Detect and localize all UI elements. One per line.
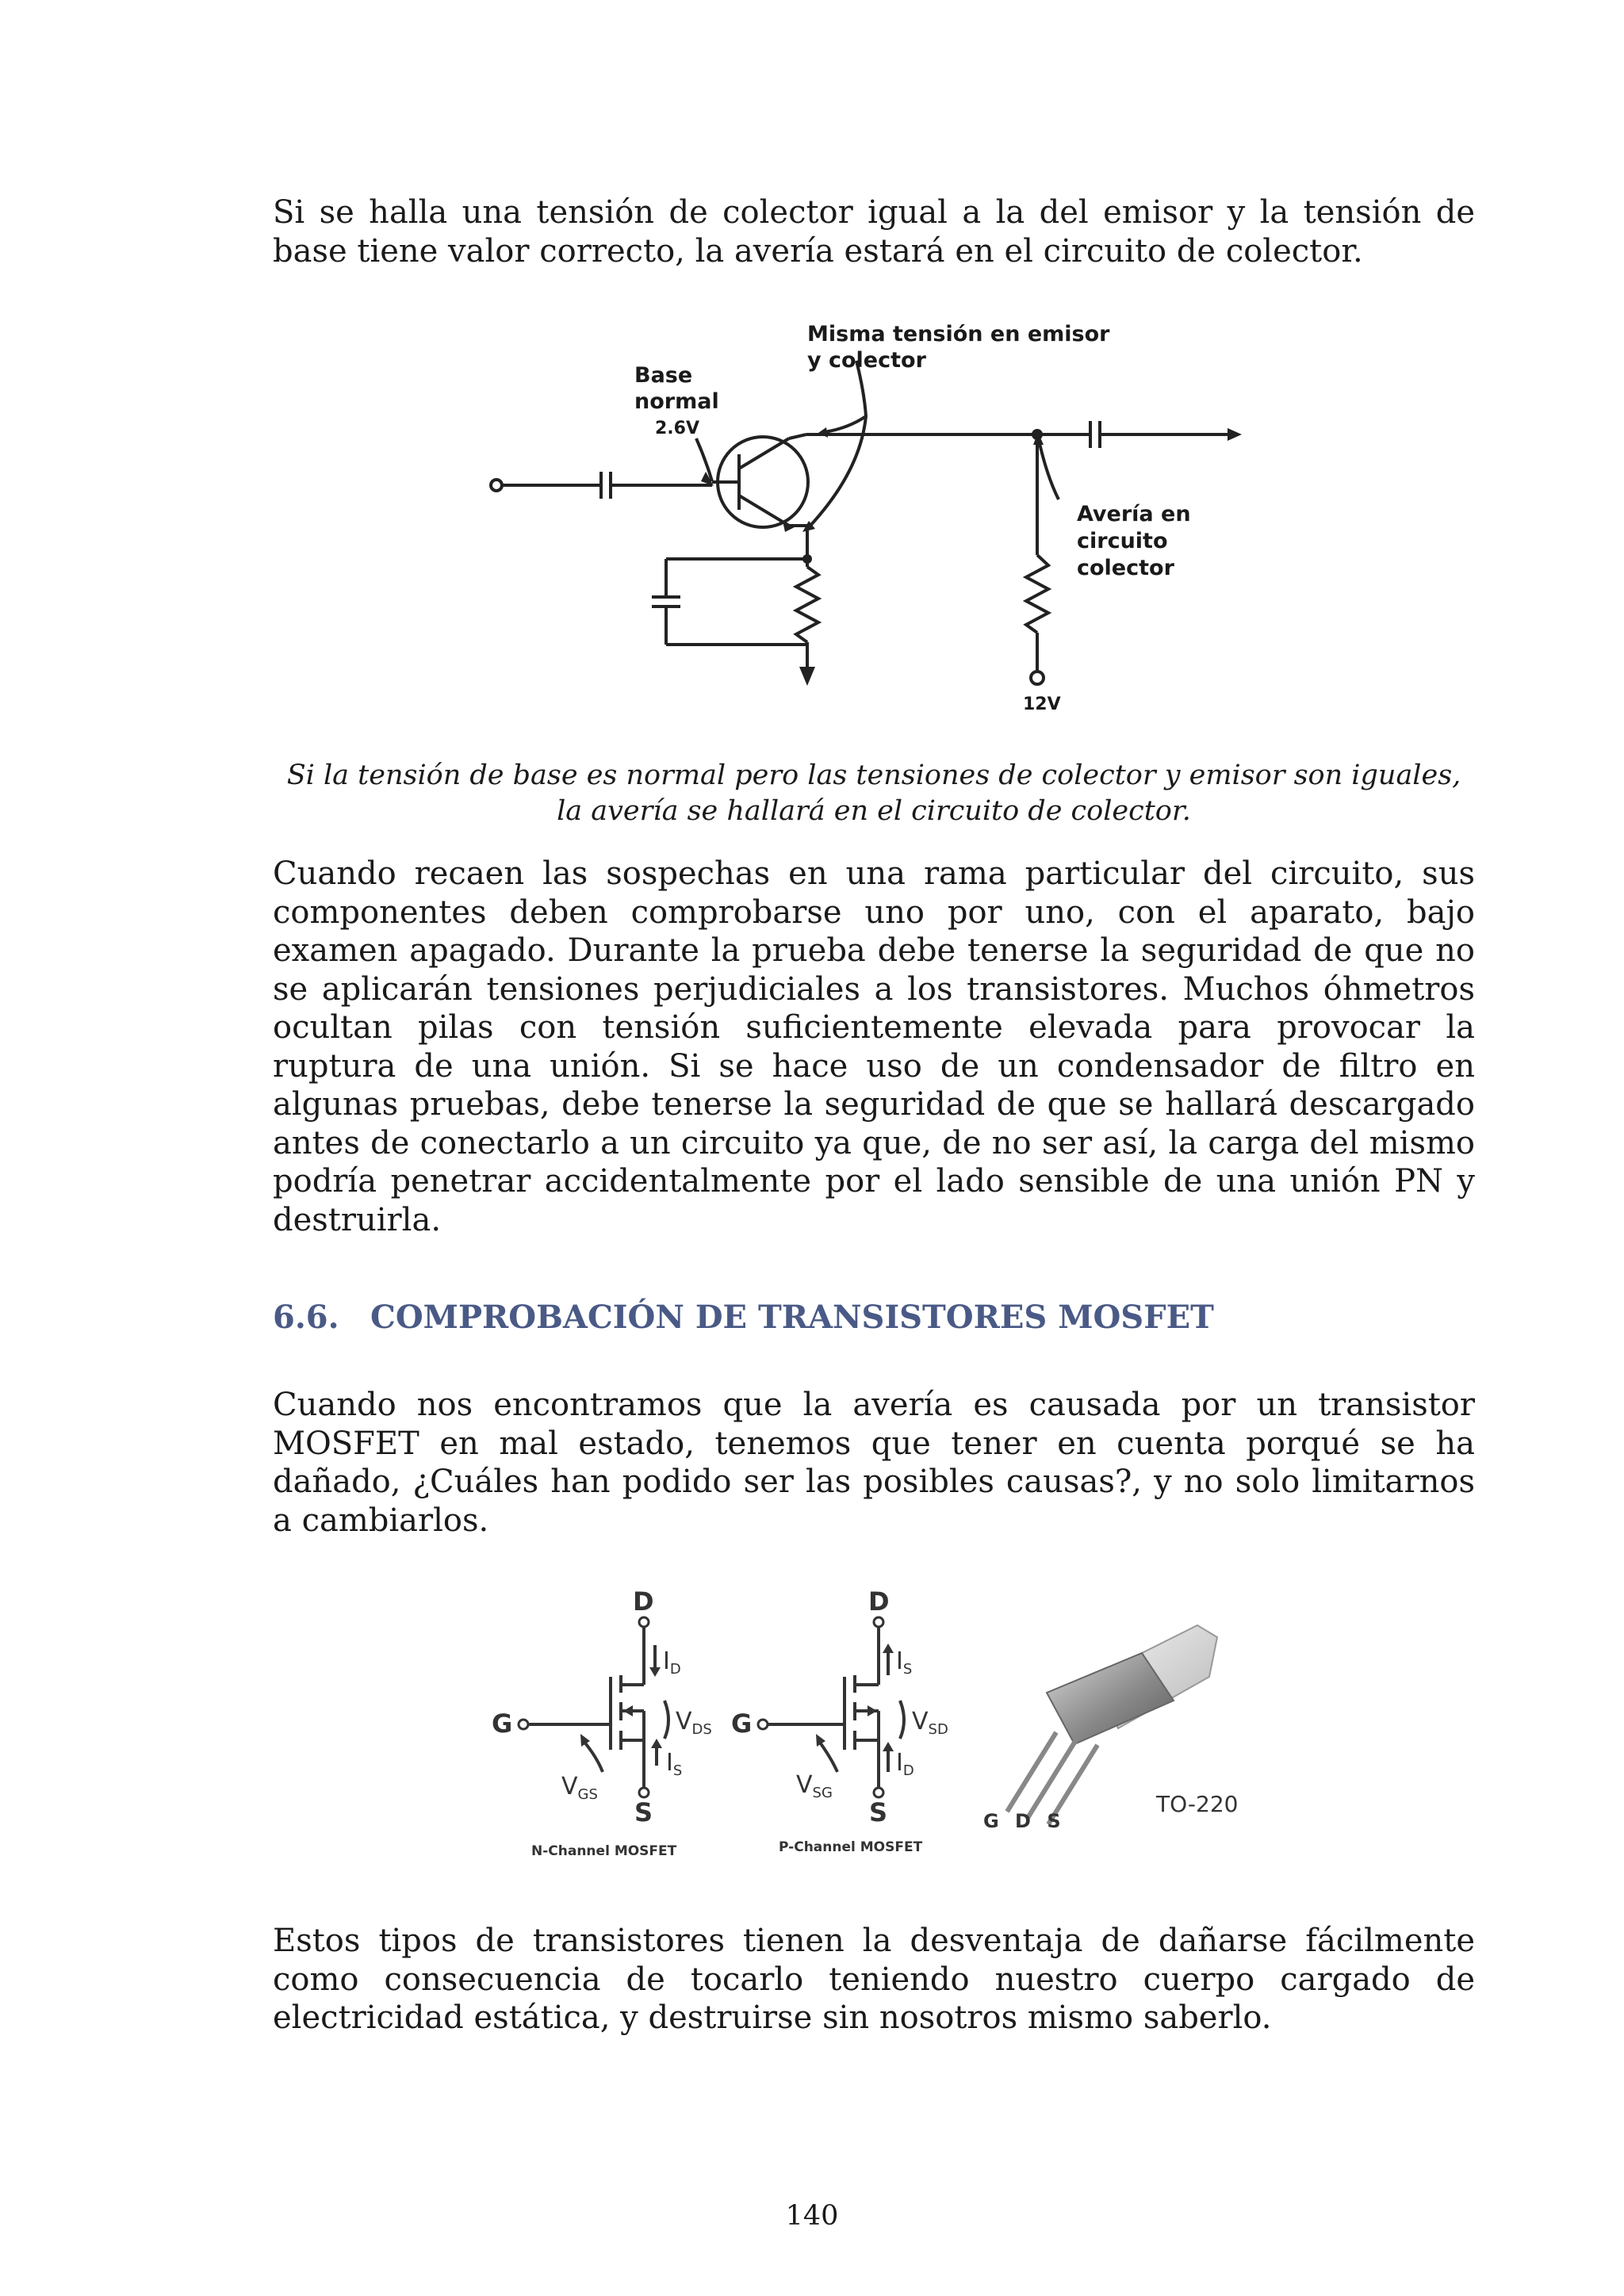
n-label-is: I	[666, 1749, 673, 1777]
paragraph-2: Cuando recaen las sospechas en una rama particular del circuito, sus componentes deben comprobarse uno por uno, con el aparato, bajo examen apagado. Durante la prueba debe tenerse la seguridad de que no se aplicarán tensiones perjudiciales a los transistores. Muchos óhmetros ocultan pilas con tensión suficientemente elevada para provocar la ruptura de una unión. Si se hace uso de un condensador de filtro en algunas pruebas, debe tenerse la seguridad de que se hallará descargado antes de conectarlo a un circuito ya que, de no ser así, la carga del mismo podría penetrar accidentalmente por el lado sensible de una unión PN y destruirla.	[273, 855, 1475, 1238]
n-label-vgs-sub: GS	[577, 1786, 598, 1803]
p-label-vsg: V	[796, 1771, 813, 1799]
svg-text:ID	[663, 1647, 681, 1678]
svg-text:IS	[666, 1749, 682, 1779]
svg-text:VSD	[912, 1708, 948, 1738]
svg-text:VGS	[561, 1773, 598, 1803]
label-misma-tension: Misma tensión en emisor	[807, 322, 1110, 346]
package-name: TO-220	[1156, 1791, 1239, 1817]
svg-text:VDS	[676, 1708, 712, 1738]
label-averia: Avería en	[1077, 502, 1191, 526]
p-label-id: I	[896, 1749, 903, 1777]
section-title: COMPROBACIÓN DE TRANSISTORES MOSFET	[370, 1299, 1214, 1336]
p-label-d: D	[868, 1586, 890, 1617]
label-12v: 12V	[1023, 695, 1061, 714]
paragraph-4: Estos tipos de transistores tienen la desventaja de dañarse fácilmente como consecuencia de tocarlo teniendo nuestro cuerpo cargado de electricidad estática, y destruirse sin nosotros mismo saberlo.	[273, 1923, 1475, 2036]
label-base: Base	[634, 363, 693, 388]
label-circuito: circuito	[1077, 529, 1168, 553]
svg-text:VSG	[796, 1771, 833, 1801]
mosfet-diagram	[492, 1582, 1269, 1875]
p-label-id-sub: D	[902, 1762, 914, 1779]
p-channel-mosfet-symbol	[766, 1625, 904, 1789]
figure-caption-1: Si la tensión de base es normal pero las tensiones de colector y emisor son iguales, la avería se hallará en el circuito de colector.	[286, 760, 1461, 827]
transistor-circuit-diagram	[476, 313, 1269, 725]
page-number: 140	[785, 2200, 839, 2232]
paragraph-3: Cuando nos encontramos que la avería es causada por un transistor MOSFET en mal estado, tenemos que tener en cuenta porqué se ha dañado, ¿Cuáles han podido ser las posibles causas?, y no solo limitarnos a cambiarlos.	[273, 1387, 1475, 1539]
n-label-vgs: V	[561, 1773, 578, 1800]
n-label-g: G	[492, 1709, 513, 1739]
label-base-voltage: 2.6V	[655, 419, 699, 438]
svg-text:ID	[896, 1749, 914, 1779]
p-label-is: I	[896, 1647, 903, 1675]
p-label-is-sub: S	[902, 1661, 913, 1678]
label-y-colector: y colector	[807, 348, 926, 373]
paragraph-1: Si se halla una tensión de colector igual a la del emisor y la tensión de base tiene valor correcto, la avería estará en el circuito de colector.	[273, 194, 1475, 270]
n-label-id-sub: D	[669, 1661, 681, 1678]
label-colector: colector	[1077, 556, 1174, 580]
section-heading	[273, 1299, 1214, 1336]
n-label-id: I	[663, 1647, 670, 1675]
n-label-d: D	[633, 1586, 654, 1617]
n-channel-caption: N-Channel MOSFET	[531, 1843, 677, 1859]
label-normal: normal	[634, 389, 719, 414]
n-label-vds-sub: DS	[691, 1721, 712, 1738]
n-label-is-sub: S	[672, 1762, 683, 1779]
section-number: 6.6.	[273, 1299, 339, 1336]
p-label-s: S	[869, 1797, 888, 1827]
n-label-s: S	[634, 1797, 653, 1827]
n-channel-mosfet-symbol	[527, 1625, 668, 1789]
p-label-vsg-sub: SG	[812, 1785, 833, 1801]
n-label-vds: V	[676, 1708, 692, 1735]
p-label-vsd-sub: SD	[928, 1721, 948, 1738]
p-label-g: G	[731, 1709, 753, 1739]
svg-text:IS	[896, 1647, 912, 1678]
package-pin-labels: G D S	[983, 1810, 1066, 1832]
p-label-vsd: V	[912, 1708, 929, 1735]
p-channel-caption: P-Channel MOSFET	[779, 1839, 923, 1855]
